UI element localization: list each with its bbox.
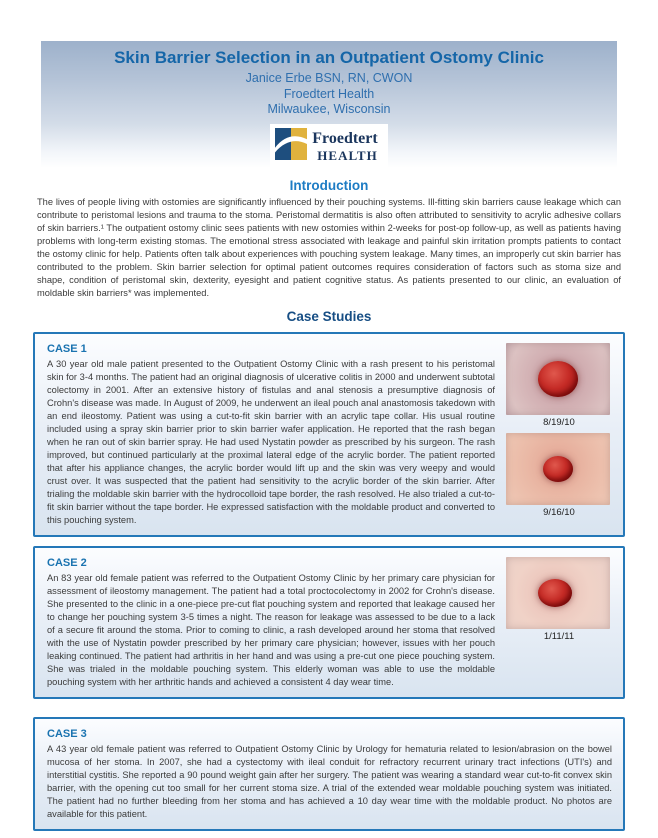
photo-1-caption: 8/19/10 bbox=[543, 417, 575, 428]
case-2-label: CASE 2 bbox=[47, 557, 87, 569]
page-title: Skin Barrier Selection in an Outpatient Ostomy Clinic bbox=[114, 48, 544, 67]
case-1-text-column bbox=[47, 343, 495, 527]
stoma-photo-3 bbox=[506, 557, 610, 629]
case-2-photo-column bbox=[506, 557, 612, 689]
case-2-figure-1 bbox=[506, 557, 612, 642]
case-1-figure-1 bbox=[506, 343, 612, 428]
introduction-heading: Introduction bbox=[289, 178, 369, 193]
logo-subname: HEALTH bbox=[317, 147, 378, 163]
case-1-box bbox=[33, 332, 625, 537]
case-1-photo-column bbox=[506, 343, 612, 527]
froedtert-logo-icon bbox=[275, 128, 307, 165]
case-1-text: A 30 year old male patient presented to the Outpatient Ostomy Clinic with a rash present to his peristomal skin for 3-4 months. The patient had an original diagnosis of ulcerative colitis in 2000 and underwent subtotal colectomy in 2001. After an extensive history of fistulas and anal stenosis a presumptive diagnosis of Crohn's disease was made. In August of 2009, he underwent an ileal pouch anal anastomosis takedown with an end ileostomy. Patient was using a cut-to-fit skin barrier with an acrylic tape collar. His usual routine included using a spray skin barrier prior to skin barrier wafer application. He reported that the rash began when he ran out of skin barrier spray. He had used Nystatin powder as prescribed by his surgeon. The rash improved, but continued particularly at the proximal lateral edge of the acrylic border. The patient reported that after his appliance changes, the acrylic border would lift up and the skin was very weepy and would crust over. It was suspected that the patient had sensitivity to the acrylic border of the skin barrier. After trialing the moldable skin barrier with the hydrocolloid tape border, the rash resolved. He also trialed a cut-to-fit skin barrier without the tape border. He expressed satisfaction with the moldable product and converted to this pouching system. bbox=[47, 359, 495, 525]
stoma-shape bbox=[538, 579, 572, 607]
location-line: Milwaukee, Wisconsin bbox=[267, 102, 391, 116]
photo-2-caption: 9/16/10 bbox=[543, 507, 575, 518]
introduction-text: The lives of people living with ostomies are significantly influenced by their pouching systems. Ill-fitting skin barriers cause leakage which can contribute to peristomal lesions and trauma to the stoma. Peristomal dermatitis is also often attributed to sensitivity to acrylic adhesive collars of skin barriers.¹ The outpatient ostomy clinic sees patients with new ostomies within 2-weeks for post-op follow-up, as well as patients having problems with long-term existing stomas. The emotional stress associated with leakage and painful skin irritation prompts patients to contact the ostomy clinic for help. Patients often talk about experiences with pouching system leakage. Many times, an improperly cut skin barrier has contributed to the problem. Skin barrier selection for optimal patient outcomes requires consideration of factors such as stoma size and shape, condition of peristomal skin, dexterity, eyesight and patient cognitive status. As patients presented to our clinic, an evaluation of moldable skin barriers* was implemented. bbox=[37, 197, 621, 298]
case-3-label: CASE 3 bbox=[47, 728, 87, 740]
froedtert-logo bbox=[270, 124, 387, 169]
organization-line: Froedtert Health bbox=[283, 86, 375, 101]
case-1-label: CASE 1 bbox=[47, 343, 87, 355]
header bbox=[41, 41, 617, 168]
photo-3-caption: 1/11/11 bbox=[543, 631, 575, 642]
case-1-figure-2 bbox=[506, 433, 612, 518]
case-3-text: A 43 year old female patient was referred to Outpatient Ostomy Clinic by Urology for hematuria related to lesion/abrasion on the bowel mucosa of her stoma. In 2007, she had a cystectomy with ileal conduit for refractory recurrent urinary tract infections (UTI's) and interstitial cystitis. She reported a 90 pound weight gain after her surgery. The patient was wearing a standard wear cut-to-fit convex skin barrier, with the opening cut too small for her current stoma size. A trial of the extended wear moldable pouching system was initiated. The patient had no further bleeding from her stoma and has achieved a 10 day wear time with the moldable product. No photos are available for this patient. bbox=[47, 744, 612, 819]
author-line: Janice Erbe BSN, RN, CWON bbox=[245, 71, 413, 85]
logo-name: Froedtert bbox=[312, 129, 378, 147]
stoma-shape bbox=[538, 361, 578, 397]
stoma-shape bbox=[543, 456, 573, 482]
case-2-text: An 83 year old female patient was referred to the Outpatient Ostomy Clinic by her primary care physician for assessment of ileostomy management. The patient had a total proctocolectomy in 2002 for Crohn's disease. She presented to the clinic in a one-piece pre-cut flat pouching system and reported that leakage caused her to change her pouching system 3-5 times a night. The reason for leakage was assessed to be due to a lack of a secure fit around the stoma. Prior to coming to clinic, a rash developed around her stoma that resolved with the use of Nystatin powder prescribed by her primary care physician; however, issues with her pouch leaking continued. The patient had arthritis in her hand and was using a pre-cut one piece pouching system. She was trialed in the moldable pouching system. This elderly woman was able to use the moldable pouching system with her arthritic hands and achieved a consistent 4 day wear time. bbox=[47, 573, 495, 687]
case-3-text-column bbox=[47, 728, 612, 821]
froedtert-logo-text bbox=[312, 131, 377, 162]
case-3-box bbox=[33, 717, 625, 831]
case-2-box bbox=[33, 546, 625, 699]
case-2-text-column bbox=[47, 557, 495, 689]
case-studies-heading: Case Studies bbox=[286, 309, 372, 324]
stoma-photo-1 bbox=[506, 343, 610, 415]
stoma-photo-2 bbox=[506, 433, 610, 505]
